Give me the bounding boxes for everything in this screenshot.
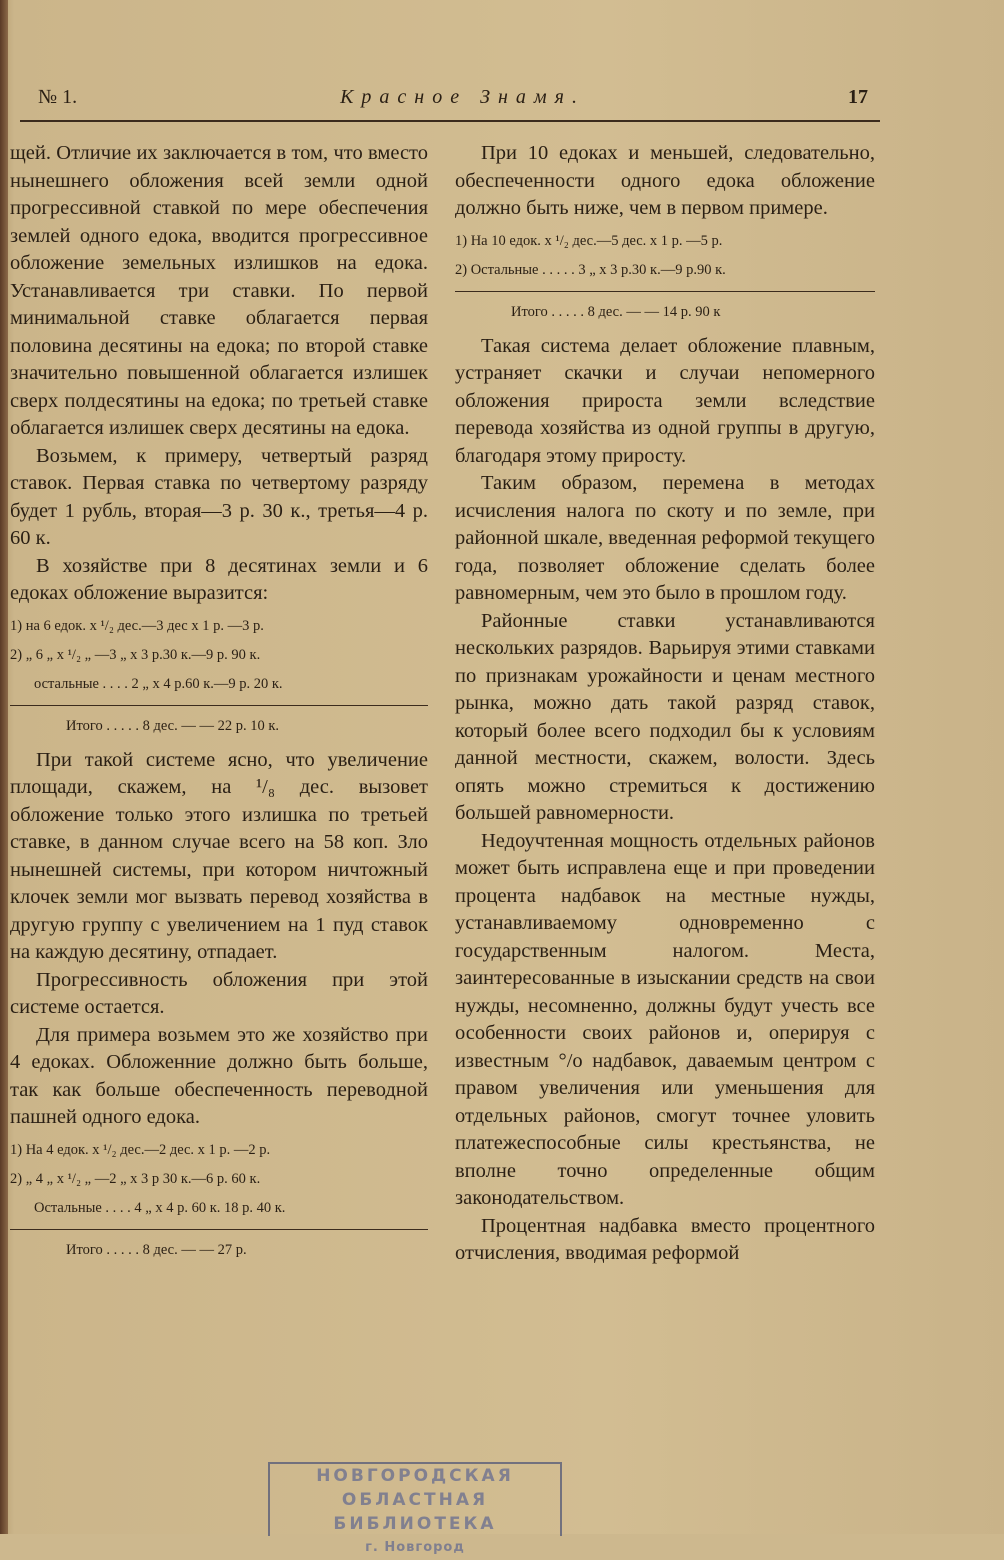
calc-line: 2) Остальные . . . . . 3 „ х 3 р.30 к.—9 р.90 к. [455,261,726,278]
issue-number: № 1. [38,86,78,108]
newspaper-title: Красное Знамя. [340,86,585,108]
paragraph: Возьмем, к примеру, четвертый разряд ставок. Первая ставка по четвертому разряду будет 1 рубль, вторая—3 р. 30 к., третья—4 р. 60 к. [10,444,428,549]
calc-rule [10,705,428,706]
calc-rule [455,291,875,292]
left-column [10,140,428,1271]
calc-line: 2) „ 6 „ х ¹/₂ „ —3 „ х 3 р.30 к.—9 р. 90 к. [10,646,261,663]
calc-rule [10,1229,428,1230]
stamp-line: НОВГОРОДСКАЯ [316,1466,514,1486]
paragraph: Районные ставки устанавливаются нескольких разрядов. Варьируя этими ставками по признакам урожайности и ценам местного рынка, можно дать такой разряд ставок, который более всего подходил бы к условиям данной местности, скажем, волости. Здесь опять можно стремиться к достижению большей равномерности. [455,609,875,824]
page-header [38,86,868,116]
calc-total: Итого . . . . . 8 дес. — — 14 р. 90 к [511,303,721,320]
calc-line: Остальные . . . . 4 „ х 4 р. 60 к. 18 р. 40 к. [34,1199,286,1216]
calc-line: 1) на 6 едок. х ¹/₂ дес.—3 дес х 1 р. —3 р. [10,617,264,634]
stamp-line: г. Новгород [365,1540,465,1555]
calc-total: Итого . . . . . 8 дес. — — 27 р. [66,1241,247,1258]
paragraph: Таким образом, перемена в методах исчисления налога по скоту и по земле, при районной шкале, введенная реформой текущего года, позволяет обложение сделать более равномерным, чем это было в прошлом году. [455,472,875,604]
calc-line: остальные . . . . 2 „ х 4 р.60 к.—9 р. 20 к. [34,675,283,692]
calc-line: 1) На 10 едок. х ¹/₂ дес.—5 дес. х 1 р. —5 р. [455,232,723,249]
paragraph: Процентная надбавка вместо процентного отчисления, вводимая реформой [455,1214,875,1264]
calc-line: 1) На 4 едок. х ¹/₂ дес.—2 дес. х 1 р. —2 р. [10,1141,271,1158]
binding-spine [0,0,8,1534]
calculation-table-3 [455,227,875,327]
header-rule [20,120,880,122]
stamp-line: ОБЛАСТНАЯ БИБЛИОТЕКА [333,1490,497,1534]
right-column [455,140,875,1268]
paragraph: При 10 едоках и меньшей, следовательно, обеспеченности одного едока обложение должно быть ниже, чем в первом примере. [455,142,875,219]
calculation-table-1 [10,612,428,741]
paragraph: В хозяйстве при 8 десятинах земли и 6 едоках обложение выразится: [10,554,428,604]
calc-total: Итого . . . . . 8 дес. — — 22 р. 10 к. [66,717,279,734]
paragraph: Недоучтенная мощность отдельных районов может быть исправлена еще и при проведении процента надбавок на местные нужды, устанавливаемому одновременно с государственным налогом. Места, заинтересованные в изыскании средств на свои нужды, несомненно, должны будут учесть все особенности своих районов и, оперируя с известным °/о надбавок, даваемым центром с правом увеличения или уменьшения для отдельных районов, смогут точнее уловить платежеспособные силы крестьянства, не вполне точно определенные общим законодательством. [455,829,875,1209]
paragraph: Такая система делает обложение плавным, устраняет скачки и случаи непомерного обложения прироста земли вследствие перевода хозяйства из одной группы в другую, благодаря этому приросту. [455,334,875,467]
paragraph: щей. Отличие их заключается в том, что вместо нынешнего обложения всей земли одной прогрессивной ставкой по мере обеспечения землей одного едока, вводится прогрессивное обложение земельных излишков на едока. Устанавливается три ставки. По первой минимальной ставке облагается первая половина десятины на едока; по второй ставке значительно повышенной облагается излишек сверх полдесятины на едока; по третьей ставке облагается излишек сверх десятины на едока. [10,142,428,439]
page-number: 17 [848,86,868,108]
calc-line: 2) „ 4 „ х ¹/₂ „ —2 „ х 3 р 30 к.—6 р. 60 к. [10,1170,261,1187]
paragraph: Прогрессивность обложения при этой системе остается. [10,968,428,1018]
paragraph: При такой системе ясно, что увеличение площади, скажем, на ¹/₈ дес. вызовет обложение только этого излишка по третьей ставке, в данном случае всего на 58 коп. Зло нынешней системы, при котором ничтожный клочек земли мог вызвать перевод хозяйства в другую группу с увеличением на 1 пуд ставок на каждую десятину, отпадает. [10,748,428,963]
library-stamp [268,1462,562,1555]
calculation-table-2 [10,1136,428,1265]
paragraph: Для примера возьмем это же хозяйство при 4 едоках. Обложенние должно быть больше, так как больше обеспеченность переводной пашней одного едока. [10,1023,428,1128]
